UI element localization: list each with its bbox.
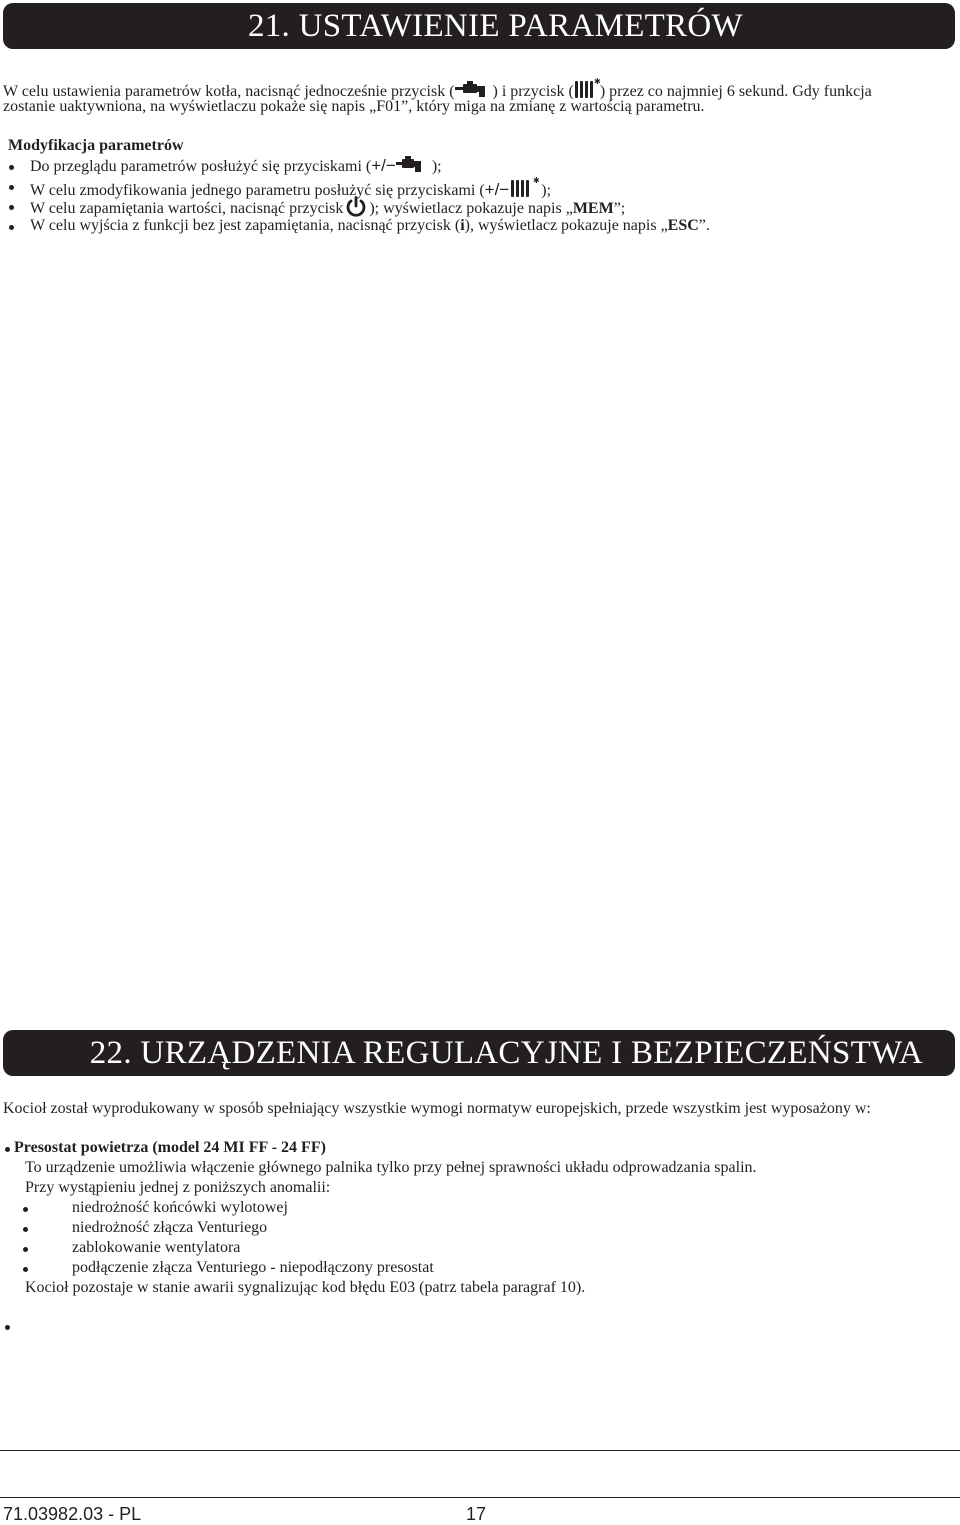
list-item: W celu wyjścia z funkcji bez jest zapamiętania, nacisnąć przycisk (i), wyświetlacz pokazuje napis „ESC”.: [8, 216, 710, 236]
list-item: zablokowanie wentylatora: [22, 1238, 434, 1258]
svg-text:✱: ✱: [533, 176, 540, 185]
page-number: 17: [466, 1504, 487, 1524]
intro-text-2: ) i przycisk (: [492, 83, 574, 100]
section-22-intro: Kocioł został wyprodukowany w sposób spełniający wszystkie wymogi normatyw europejskich, przede wszystkim jest wyposażony w:: [3, 1100, 871, 1117]
modification-heading: Modyfikacja parametrów: [8, 137, 184, 154]
air-pressure-switch-desc-1: To urządzenie umożliwia włączenie głównego palnika tylko przy pełnej sprawności układu odprowadzania spalin.: [25, 1159, 757, 1176]
bullet: [5, 1325, 10, 1330]
intro-text-1: W celu ustawienia parametrów kotła, nacisnąć jednocześnie przycisk (: [3, 83, 455, 100]
bullet: [5, 1147, 10, 1152]
svg-text:✱: ✱: [593, 77, 601, 86]
list-item: niedrożność końcówki wylotowej: [22, 1198, 434, 1218]
list-item: podłączenie złącza Venturiego - niepodłączony presostat: [22, 1258, 434, 1278]
list-item: niedrożność złącza Venturiego: [22, 1218, 434, 1238]
footer-rule-top: [0, 1450, 960, 1451]
anomaly-list: [22, 1198, 434, 1278]
section-22-title: 22. URZĄDZENIA REGULACYJNE I BEZPIECZEŃSTWA: [3, 1030, 955, 1076]
list-item: W celu zapamiętania wartości, nacisnąć przycisk ); wyświetlacz pokazuje napis „MEM”;: [8, 196, 710, 216]
intro-line-2: zostanie uaktywniona, na wyświetlaczu pokaże się napis „F01”, który miga na zmianę z wartością parametru.: [3, 98, 705, 115]
intro-text-3: ) przez co najmniej 6 sekund. Gdy funkcja: [599, 83, 872, 100]
modification-list: [8, 156, 710, 236]
conclusion-text: Kocioł pozostaje w stanie awarii sygnalizując kod błędu E03 (patrz tabela paragraf 10).: [25, 1279, 586, 1296]
list-item: W celu zmodyfikowania jednego parametru posłużyć się przyciskami (+/− ✱ );: [8, 176, 710, 196]
document-code: 71.03982.03 - PL: [3, 1504, 142, 1524]
footer-rule-bottom: [0, 1497, 960, 1498]
air-pressure-switch-heading: Presostat powietrza (model 24 MI FF - 24 FF): [14, 1139, 326, 1156]
air-pressure-switch-desc-2: Przy wystąpieniu jednej z poniższych anomalii:: [25, 1179, 331, 1196]
section-21-title: 21. USTAWIENIE PARAMETRÓW: [3, 3, 955, 49]
list-item: Do przeglądu parametrów posłużyć się przyciskami (+/− );: [8, 156, 710, 176]
